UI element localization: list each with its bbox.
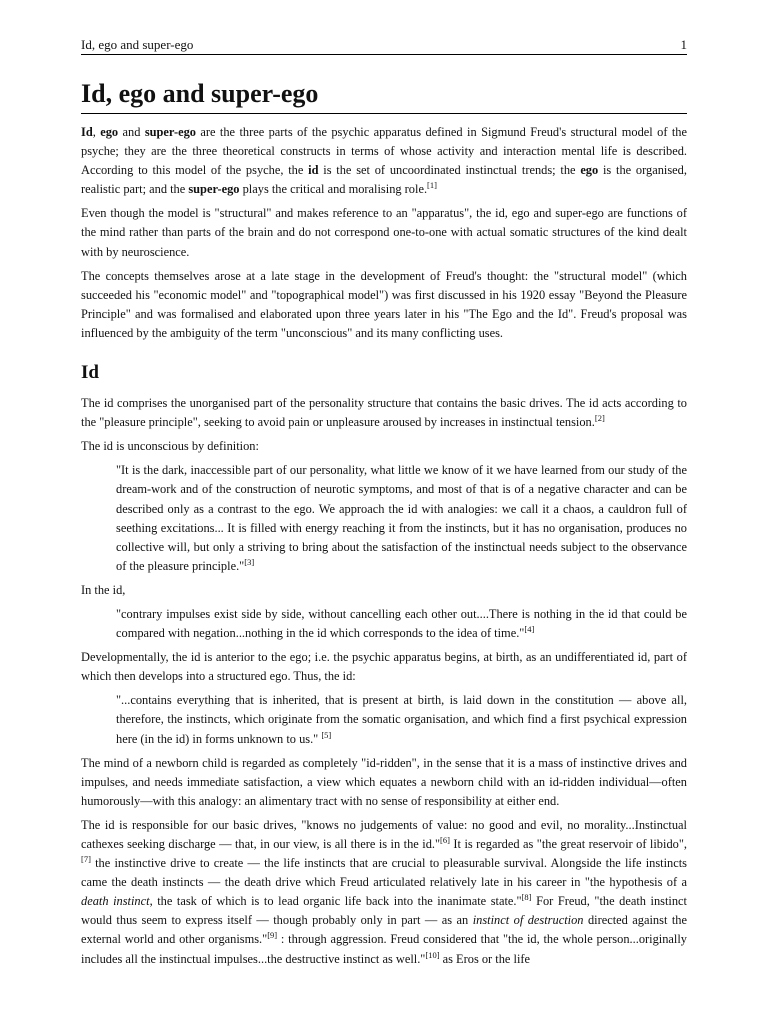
id-paragraph-6 (81, 816, 687, 969)
text-run: The id comprises the unorganised part of the personality structure that contains the basic drives. The id acts according to the "pleasure principle", seeking to avoid pain or unpleasure aroused by increases in instinctual tension. (81, 396, 687, 430)
text-run: is the set of uncoordinated instinctual trends; the (318, 163, 581, 178)
citation-link[interactable]: [2] (594, 413, 605, 424)
intro-paragraph-3: The concepts themselves arose at a late stage in the development of Freud's thought: the "structural model" (which succeeded his "economic model" and "topographical model") was first discussed in his 1920 essay "Beyond the Pleasure Principle" and was formalised and elaborated upon three years later in his "The Ego and the Id". Freud's proposal was influenced by the ambiguity of the term "unconscious" and its many conflicting uses. (81, 268, 687, 340)
term-id: Id (81, 125, 93, 139)
citation-link[interactable]: [4] (524, 624, 535, 635)
text-run: plays the critical and moralising role. (239, 182, 428, 197)
page-header (81, 37, 687, 55)
text-run: the instinctive drive to create — the life instincts that are crucial to pleasurable survival. Alongside the life instincts came the death instincts — the death drive which Freud articulated relatively late in his career in "the hypothesis of a (81, 856, 687, 890)
id-paragraph-1 (81, 394, 687, 432)
text-run: , (92, 125, 101, 139)
term-ego: ego (100, 125, 119, 139)
text-run: directed against the external world and other organisms." (81, 913, 687, 947)
id-paragraph-3: In the id, (81, 582, 126, 597)
text-run: It is regarded as "the great reservoir of libido", (449, 837, 687, 851)
citation-link[interactable]: [3] (244, 556, 255, 567)
text-run: "It is the dark, inaccessible part of our personality, what little we know of it we have learned from our study of the dream-work and of the construction of neurotic symptoms, and most of that is of a negative character and can be described only as a contrast to the ego. We approach the id with analogies: we call it a chaos, a cauldron full of seething excitations... It is filled with energy reaching it from the instincts, but it has no organisation, produces no collective will, but only a striving to bring about the satisfaction of the instinctual needs subject to the observance of the pleasure principle." (116, 463, 687, 573)
block-quote (116, 461, 687, 576)
article-body (81, 76, 687, 974)
id-paragraph-5: The mind of a newborn child is regarded as completely "id-ridden", in the sense that it is a mass of instinctive drives and impulses, and needs immediate satisfaction, a view which equates a newborn child with an id-ridden individual—often humorously—with this analogy: an alimentary tract with no sense of responsibility at either end. (81, 755, 687, 808)
intro-paragraph-2: Even though the model is "structural" and makes reference to an "apparatus", the id, ego and super-ego are functions of the mind rather than parts of the brain and do not correspond one-to-one with actual somatic structures of the kind dealt with by neuroscience. (81, 206, 687, 259)
id-paragraph-4: Developmentally, the id is anterior to the ego; i.e. the psychic apparatus begins, at birth, as an undifferentiated id, part of which then develops into a structured ego. Thus, the id: (81, 650, 687, 684)
text-run: : through aggression. Freud considered that "the id, the whole person...originally includes all the instinctual impulses...the destructive instinct as well." (81, 932, 687, 966)
page-title: Id, ego and super-ego (81, 76, 687, 114)
intro-paragraph-1 (81, 123, 687, 199)
page-number: 1 (680, 37, 687, 52)
term-super-ego: super-ego (188, 182, 240, 197)
text-run: are the three parts of the psychic apparatus defined in Sigmund Freud's structural model of the psyche; they are the three theoretical constructs in terms of whose activity and interaction mental life is described. According to this model of the psyche, the (81, 125, 687, 178)
citation-link[interactable]: [6] (440, 835, 450, 845)
citation-link[interactable]: [9] (267, 930, 278, 941)
text-run: is the organised, realistic part; and the (81, 163, 687, 197)
citation-link[interactable]: [7] (81, 854, 91, 865)
text-run: and (118, 125, 145, 139)
text-run: "contrary impulses exist side by side, without cancelling each other out....There is nothing in the id that could be compared with negation...nothing in the id which corresponds to the idea of time." (116, 606, 687, 641)
text-run: The id is responsible for our basic drives, "knows no judgements of value: no good and evil, no morality...Instinctual cathexes seeking discharge — that, in our view, is all there is in the id." (81, 817, 687, 851)
section-heading-id: Id (81, 362, 99, 384)
running-title: Id, ego and super-ego (81, 37, 194, 52)
id-paragraph-2: The id is unconscious by definition: (81, 439, 259, 454)
term-super-ego: super-ego (144, 125, 196, 139)
text-run: , the task of which is to lead organic life back into the inanimate state." (149, 894, 522, 909)
text-run: as Eros or the life (439, 951, 531, 966)
term-ego: ego (580, 163, 599, 178)
citation-link[interactable]: [8] (521, 892, 532, 903)
term-id: id (308, 163, 319, 178)
italic-term: death instinct (81, 894, 150, 909)
italic-term: instinct of destruction (472, 913, 584, 928)
text-run: For Freud, "the death instinct would thus seem to express itself — though probably only in part — as an (81, 894, 688, 928)
citation-link[interactable]: [5] (321, 729, 332, 740)
block-quote (116, 691, 687, 748)
text-run: "...contains everything that is inherited, that is present at birth, is laid down in the constitution — above all, therefore, the instincts, which originate from the somatic organisation, and which find a first psychical expression here (in the id) in forms unknown to us." (116, 693, 687, 746)
citation-link[interactable]: [1] (427, 180, 437, 191)
citation-link[interactable]: [10] (425, 949, 440, 960)
block-quote (116, 605, 687, 643)
